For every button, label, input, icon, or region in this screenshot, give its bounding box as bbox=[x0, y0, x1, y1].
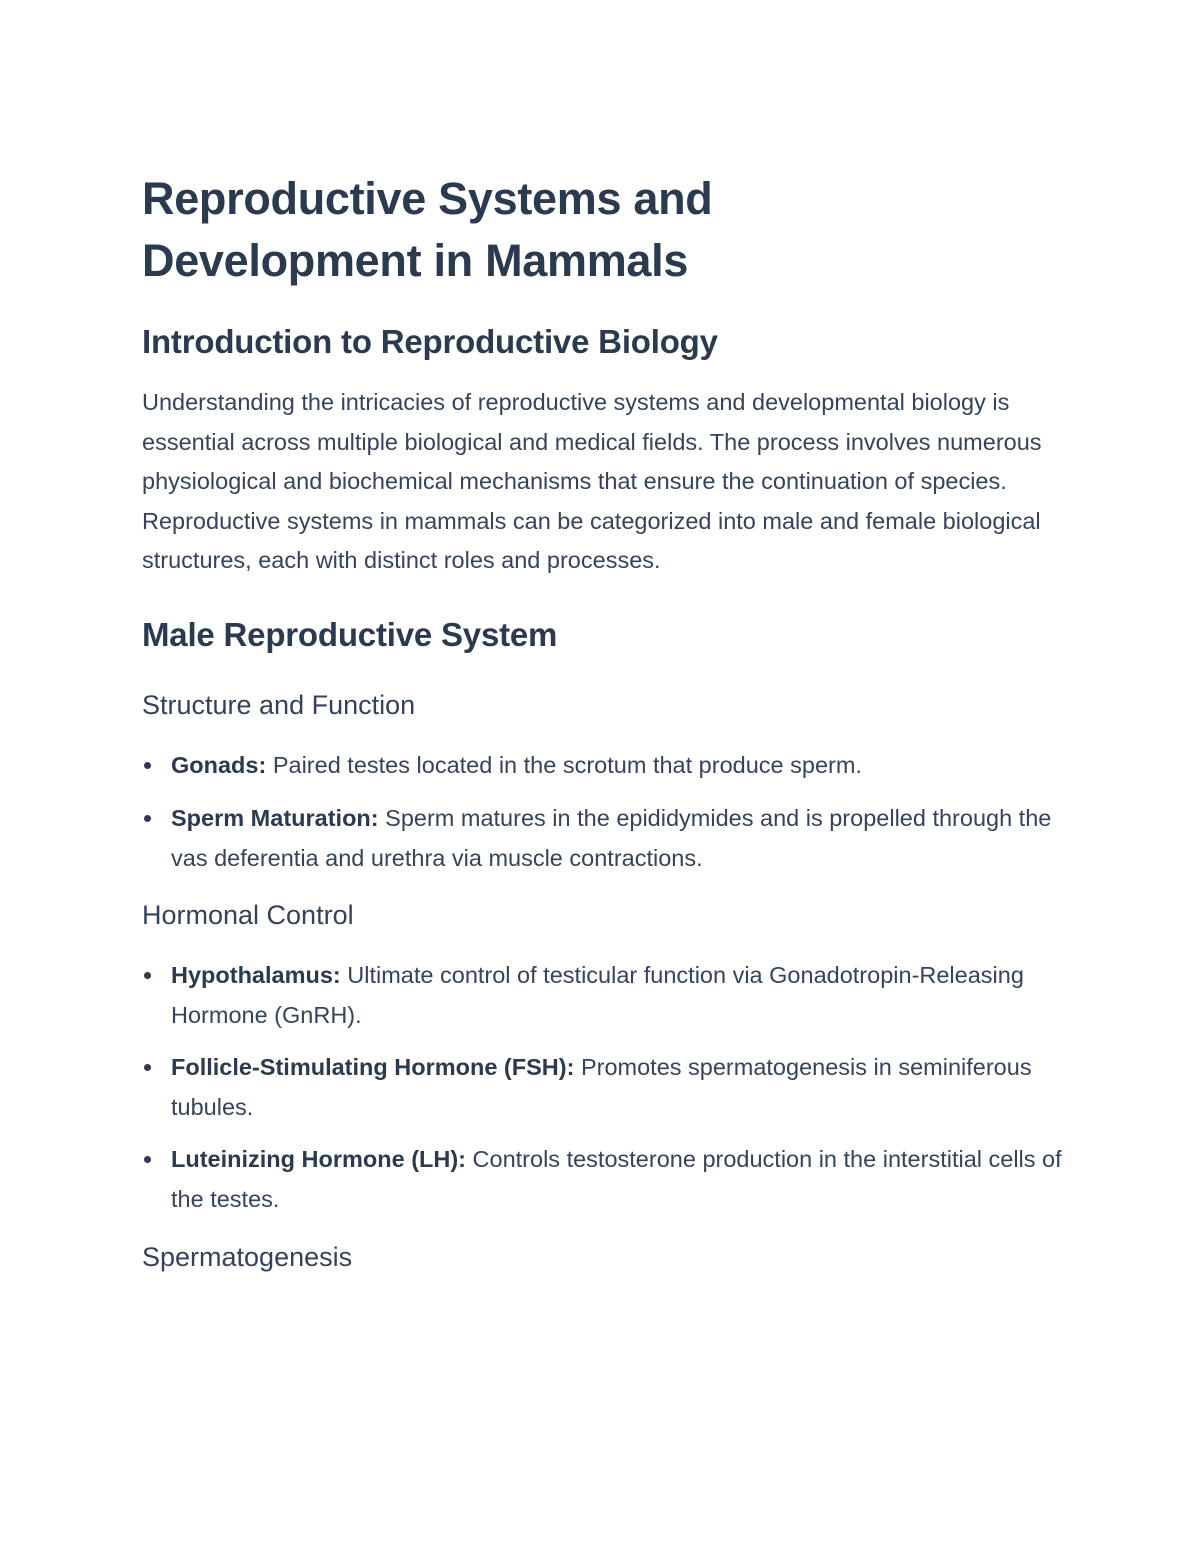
list-item-term: Gonads: bbox=[171, 751, 267, 778]
list-item bbox=[142, 1140, 1062, 1219]
bullet-icon bbox=[144, 762, 151, 769]
title-line-1: Reproductive Systems and bbox=[142, 173, 713, 224]
list-item-text: Promotes spermatogenesis in seminiferous tubules. bbox=[171, 1054, 1032, 1120]
subheading-spermatogenesis: Spermatogenesis bbox=[142, 1242, 353, 1272]
list-item bbox=[142, 956, 1062, 1035]
intro-paragraph: Understanding the intricacies of reproductive systems and developmental biology is essential across multiple biological and medical fields. The process involves numerous physiological and biochemical mechanisms that ensure the continuation of species. Reproductive systems in mammals can be categorized into male and female biological structures, each with distinct roles and processes. bbox=[142, 389, 1042, 573]
list-item-text: Paired testes located in the scrotum that produce sperm. bbox=[266, 751, 862, 778]
list-item bbox=[142, 799, 1062, 878]
list-item bbox=[142, 746, 1062, 786]
document-page bbox=[142, 168, 1062, 1274]
hormonal-list bbox=[142, 956, 1062, 1219]
structure-list bbox=[142, 746, 1062, 879]
subheading-hormonal-control: Hormonal Control bbox=[142, 900, 354, 930]
list-item-text: Sperm matures in the epididymides and is propelled through the vas deferentia and urethra via muscle contractions. bbox=[171, 805, 1052, 871]
section-heading-male-reproductive-system: Male Reproductive System bbox=[142, 615, 558, 653]
list-item-term: Hypothalamus: bbox=[171, 962, 341, 988]
bullet-icon bbox=[144, 1156, 151, 1163]
title-line-2: Development in Mammals bbox=[142, 235, 689, 286]
section-heading-intro: Introduction to Reproductive Biology bbox=[142, 323, 718, 360]
list-item-term: Sperm Maturation: bbox=[171, 805, 379, 831]
document-title bbox=[142, 168, 1062, 292]
list-item-term: Follicle-Stimulating Hormone (FSH): bbox=[171, 1054, 575, 1080]
subheading-structure-and-function: Structure and Function bbox=[142, 689, 416, 720]
bullet-icon bbox=[144, 1064, 151, 1071]
list-item-text: Controls testosterone production in the interstitial cells of the testes. bbox=[171, 1146, 1062, 1212]
list-item bbox=[142, 1048, 1062, 1127]
bullet-icon bbox=[144, 815, 151, 822]
list-item-term: Luteinizing Hormone (LH): bbox=[171, 1146, 467, 1172]
list-item-text: Ultimate control of testicular function via Gonadotropin-Releasing Hormone (GnRH). bbox=[171, 962, 1024, 1028]
bullet-icon bbox=[144, 972, 151, 979]
